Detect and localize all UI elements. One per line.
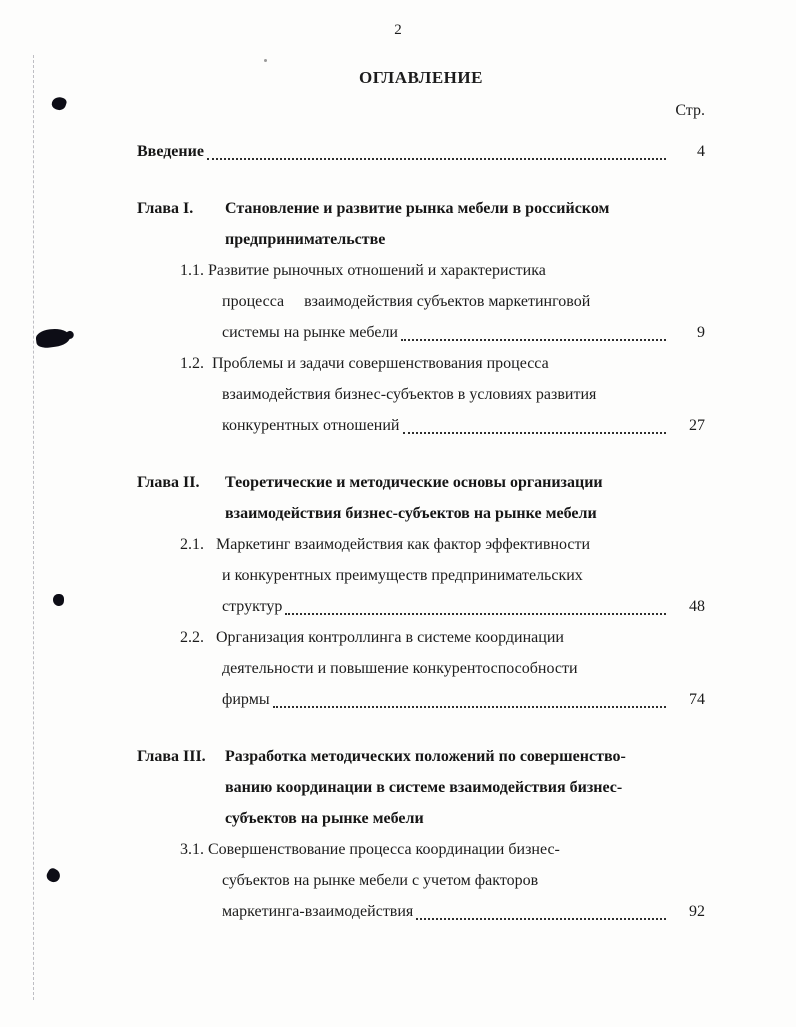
section-line — [137, 410, 705, 441]
section-line: взаимодействия бизнес-субъектов в условиях развития — [222, 386, 597, 403]
scan-edge-line — [33, 55, 34, 1000]
toc-page-number: 48 — [689, 598, 705, 615]
toc-page-number: 27 — [689, 417, 705, 434]
section-text: структур — [222, 598, 283, 615]
chapter-title: Теоретические и методические основы организации — [225, 474, 603, 491]
section-text: маркетинга-взаимодействия — [222, 903, 414, 920]
section-line: и конкурентных преимуществ предпринимательских — [222, 567, 583, 584]
section-line: деятельности и повышение конкурентоспособности — [222, 660, 578, 677]
chapter-title-continuation: ванию координации в системе взаимодействия бизнес- — [225, 779, 623, 796]
chapter-label: Глава III. — [137, 748, 206, 765]
column-header-str: Стр. — [675, 102, 705, 119]
dot-leader — [401, 317, 666, 341]
section-text: системы на рынке мебели — [222, 324, 398, 341]
chapter-heading — [137, 467, 705, 498]
section-line: процесса взаимодействия субъектов маркетинговой — [222, 293, 591, 310]
section-text: конкурентных отношений — [222, 417, 400, 434]
section-line — [137, 591, 705, 622]
page-number: 2 — [394, 22, 402, 38]
chapter-heading — [137, 193, 705, 224]
dot-leader — [285, 591, 666, 615]
toc-page-number: 92 — [689, 903, 705, 920]
toc-entry-intro: Введение — [137, 143, 204, 160]
section-line: субъектов на рынке мебели с учетом факторов — [222, 872, 539, 889]
dot-leader — [273, 684, 666, 708]
chapter-heading — [137, 741, 705, 772]
chapter-label: Глава I. — [137, 200, 194, 217]
section-line — [137, 896, 705, 927]
toc-page-number: 4 — [697, 143, 705, 160]
section-line: 2.1. Маркетинг взаимодействия как фактор эффективности — [180, 536, 591, 553]
ink-blob — [45, 867, 63, 885]
chapter-title-continuation: взаимодействия бизнес-субъектов на рынке мебели — [225, 505, 597, 522]
toc-page-number: 74 — [689, 691, 705, 708]
section-line — [137, 684, 705, 715]
ink-blob — [50, 95, 67, 112]
toc-page-number: 9 — [697, 324, 705, 341]
chapter-title: Разработка методических положений по совершенство- — [225, 748, 626, 765]
ink-blob — [53, 594, 64, 606]
section-text: фирмы — [222, 691, 270, 708]
section-line: 1.2. Проблемы и задачи совершенствования процесса — [180, 355, 549, 372]
dot-leader — [207, 136, 666, 160]
section-line: 1.1. Развитие рыночных отношений и характеристика — [180, 262, 546, 279]
toc-title: ОГЛАВЛЕНИЕ — [359, 68, 483, 87]
dot-leader — [403, 410, 667, 434]
section-line: 2.2. Организация контроллинга в системе координации — [180, 629, 564, 646]
section-line: 3.1. Совершенствование процесса координации бизнес- — [180, 841, 560, 858]
dot-leader — [416, 896, 666, 920]
toc-line-intro — [137, 136, 705, 167]
ink-blob — [35, 327, 71, 349]
chapter-label: Глава II. — [137, 474, 200, 491]
section-line — [137, 317, 705, 348]
toc-content — [137, 62, 705, 927]
chapter-title-continuation: субъектов на рынке мебели — [225, 810, 424, 827]
chapter-title: Становление и развитие рынка мебели в российском — [225, 200, 610, 217]
chapter-title-continuation: предпринимательстве — [225, 231, 386, 248]
